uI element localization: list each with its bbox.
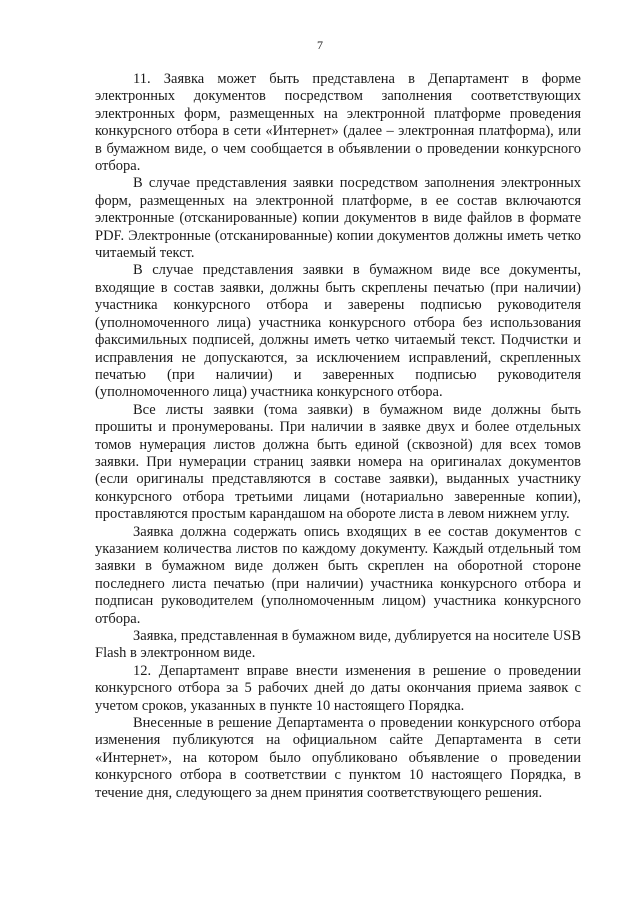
document-body <box>95 71 581 802</box>
paragraph-sheet-numbering: Все листы заявки (тома заявки) в бумажном виде должны быть прошиты и пронумерованы. При наличии в заявке двух и более отдельных томов нумерация листов должна быть единой (сквозной) для всех томов заявки. При нумерации страниц заявки номера на оригиналах документов (если оригиналы представляются в составе заявки), выданных участнику конкурсного отбора третьими лицами (нотариально заверенные копии), проставляются простым карандашом на обороте листа в левом нижнем углу. <box>95 401 581 523</box>
paragraph-item-11: 11. Заявка может быть представлена в Департамент в форме электронных документов посредством заполнения соответствующих электронных форм, размещенных на электронной платформе проведения конкурсного отбора в сети «Интернет» (далее – электронная платформа), или в бумажном виде, о чем сообщается в объявлении о проведении конкурсного отбора. <box>95 71 581 175</box>
paragraph-electronic-submission: В случае представления заявки посредством заполнения электронных форм, размещенных на электронной платформе, в ее состав включаются электронные (отсканированные) копии документов в виде файлов в формате PDF. Электронные (отсканированные) копии документов должны иметь четко читаемый текст. <box>95 175 581 262</box>
paragraph-paper-submission: В случае представления заявки в бумажном виде все документы, входящие в состав заявки, должны быть скреплены печатью (при наличии) участника конкурсного отбора и заверены подписью руководителя (уполномоченного лица) участника конкурсного отбора без использования факсимильных подписей, должны иметь четко читаемый текст. Подчистки и исправления не допускаются, за исключением исправлений, скрепленных печатью (при наличии) и заверенных подписью руководителя (уполномоченного лица) участника конкурсного отбора. <box>95 262 581 401</box>
paragraph-usb-copy: Заявка, представленная в бумажном виде, дублируется на носителе USB Flash в электронном виде. <box>95 628 581 662</box>
paragraph-publication-of-changes: Внесенные в решение Департамента о проведении конкурсного отбора изменения публикуются на официальном сайте Департамента в сети «Интернет», на котором было опубликовано объявление о проведении конкурсного отбора в соответствии с пунктом 10 настоящего Порядка, в течение дня, следующего за днем принятия соответствующего решения. <box>95 715 581 801</box>
paragraph-item-12: 12. Департамент вправе внести изменения в решение о проведении конкурсного отбора за 5 рабочих дней до даты окончания приема заявок с учетом сроков, указанных в пункте 10 настоящего Порядка. <box>95 662 581 714</box>
paragraph-inventory: Заявка должна содержать опись входящих в ее состав документов с указанием количества листов по каждому документу. Каждый отдельный том заявки в бумажном виде должен быть скреплен на оборотной стороне последнего листа печатью (при наличии) участника конкурсного отбора и подписан руководителем (уполномоченным лицом) участника конкурсного отбора. <box>95 523 581 627</box>
page-number: 7 <box>317 38 323 52</box>
